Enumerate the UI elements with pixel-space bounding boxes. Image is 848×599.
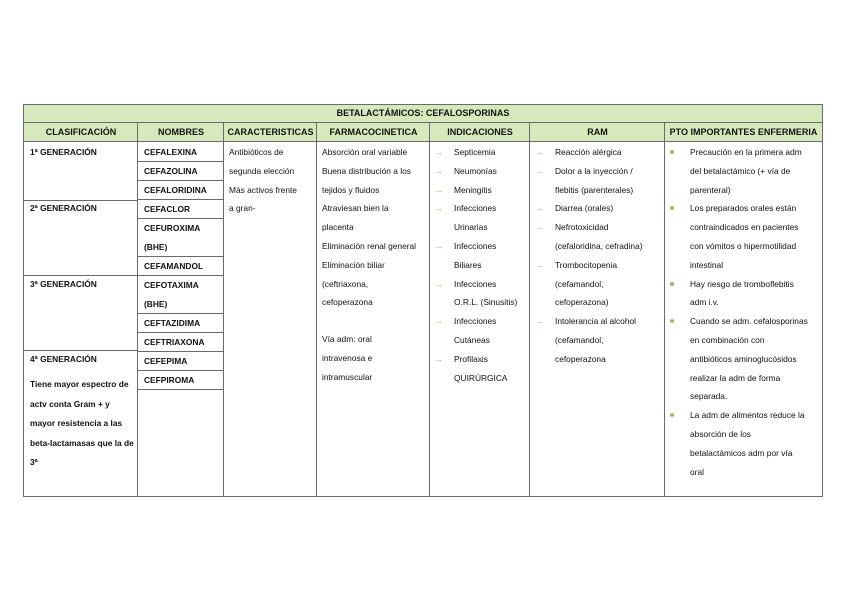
pto-item-text: La adm de alimentos reduce la bbox=[690, 410, 805, 421]
drug-name: (BHE) bbox=[144, 299, 168, 309]
arrow-bullet-icon: → bbox=[434, 165, 443, 176]
row-divider bbox=[24, 350, 137, 351]
column-caracteristicas bbox=[229, 143, 315, 496]
row-divider bbox=[138, 351, 223, 352]
ram-item bbox=[535, 275, 663, 294]
arrow-bullet-icon: → bbox=[434, 184, 443, 195]
pto-item bbox=[670, 463, 820, 482]
generation-4: 4ª GENERACIÓN bbox=[30, 354, 97, 364]
ram-item bbox=[535, 237, 663, 256]
header-indicaciones: INDICACIONES bbox=[447, 127, 513, 137]
generation-2: 2ª GENERACIÓN bbox=[30, 203, 97, 213]
header-nombres: NOMBRES bbox=[157, 127, 204, 137]
row-divider bbox=[138, 218, 223, 219]
farmaco-line: intravenosa e bbox=[322, 352, 373, 363]
generation-3: 3ª GENERACIÓN bbox=[30, 279, 97, 289]
indicacion-item-text: Cutáneas bbox=[454, 334, 490, 345]
pto-item-text: intestinal bbox=[690, 259, 724, 270]
pto-item-text: Hay riesgo de tromboflebitis bbox=[690, 278, 794, 289]
indicacion-item bbox=[434, 350, 528, 369]
generation-4-note: Tiene mayor espectro de actv conta Gram + y mayor resistencia a las beta-lactamasas que la de 3ª bbox=[30, 379, 134, 467]
row-divider bbox=[138, 313, 223, 314]
ram-item-text: Trombocitopenia bbox=[555, 259, 618, 270]
caracteristica-line: segunda elección bbox=[229, 165, 295, 176]
ram-item bbox=[535, 312, 663, 331]
row-divider bbox=[138, 256, 223, 257]
indicacion-item-text: Urinarias bbox=[454, 222, 488, 233]
cefalosporinas-table bbox=[23, 104, 823, 497]
header-row bbox=[24, 123, 822, 142]
indicacion-item-text: Profilaxis bbox=[454, 353, 488, 364]
row-divider bbox=[138, 199, 223, 200]
header-clasificacion: CLASIFICACIÓN bbox=[45, 127, 117, 137]
ram-item-text: (cefaloridina, cefradina) bbox=[555, 240, 643, 251]
ram-item bbox=[535, 293, 663, 312]
ram-item-text: cefoperazona bbox=[555, 353, 606, 364]
pto-item bbox=[670, 256, 820, 275]
column-divider bbox=[223, 123, 224, 496]
pto-item bbox=[670, 425, 820, 444]
pto-item-text: betalactámicos adm por vía bbox=[690, 447, 793, 458]
pto-item bbox=[670, 199, 820, 218]
pto-item-text: contraindicados en pacientes bbox=[690, 222, 799, 233]
indicacion-item-text: Septicemia bbox=[454, 147, 496, 157]
pto-item bbox=[670, 369, 820, 388]
arrow-bullet-icon: → bbox=[535, 165, 544, 176]
ram-item bbox=[535, 143, 663, 162]
caracteristica-line: Antibióticos de bbox=[229, 147, 284, 157]
drug-name: CEFALORIDINA bbox=[144, 185, 207, 195]
row-divider bbox=[24, 275, 137, 276]
pto-item-text: con vómitos o hipermotilidad bbox=[690, 240, 797, 251]
column-divider bbox=[529, 123, 530, 496]
indicacion-item bbox=[434, 312, 528, 331]
arrow-bullet-icon: → bbox=[535, 147, 544, 157]
indicacion-item bbox=[434, 275, 528, 294]
column-nombres bbox=[138, 143, 223, 496]
column-clasificacion bbox=[24, 143, 137, 496]
ram-item-text: flebitis (parenterales) bbox=[555, 184, 634, 195]
row-divider bbox=[24, 200, 137, 201]
ram-item-text: Diarrea (orales) bbox=[555, 203, 614, 214]
indicacion-item bbox=[434, 331, 528, 350]
farmaco-line: Eliminación biliar bbox=[322, 259, 385, 270]
ram-item bbox=[535, 199, 663, 218]
drug-name: CEFAMANDOL bbox=[144, 261, 204, 271]
indicacion-item bbox=[434, 369, 528, 388]
ram-item-text: (cefamandol, bbox=[555, 278, 604, 289]
drug-name: CEFAZOLINA bbox=[144, 166, 198, 176]
pto-item-text: antibióticos aminoglucósidos bbox=[690, 353, 797, 364]
drug-name: CEFPIROMA bbox=[144, 375, 195, 385]
farmaco-line: Absorción oral variable bbox=[322, 147, 408, 157]
ram-item bbox=[535, 256, 663, 275]
farmaco-line: (ceftriaxona, bbox=[322, 278, 369, 289]
arrow-bullet-icon: → bbox=[434, 203, 443, 214]
ram-item-text: cefoperazona) bbox=[555, 297, 609, 308]
pto-list bbox=[670, 143, 820, 481]
ram-item bbox=[535, 350, 663, 369]
ram-item-text: Intolerancia al alcohol bbox=[555, 316, 637, 327]
pto-item-text: parenteral) bbox=[690, 184, 731, 195]
header-ram: RAM bbox=[587, 127, 608, 137]
drug-name: CEFTRIAXONA bbox=[144, 337, 205, 347]
header-pto: PTO IMPORTANTES ENFERMERIA bbox=[669, 127, 818, 137]
farmaco-line: Vía adm: oral bbox=[322, 334, 372, 345]
header-farmacocinetica: FARMACOCINETICA bbox=[329, 127, 418, 137]
pto-item bbox=[670, 237, 820, 256]
indicacion-item-text: Infecciones bbox=[454, 316, 497, 327]
row-divider bbox=[138, 180, 223, 181]
farmaco-line: Atraviesan bien la bbox=[322, 203, 389, 214]
ram-item-text: Nefrotoxicidad bbox=[555, 222, 609, 233]
dot-bullet-icon bbox=[670, 319, 674, 323]
farmaco-line: tejidos y fluidos bbox=[322, 184, 380, 195]
pto-item-text: Los preparados orales están bbox=[690, 203, 797, 214]
dot-bullet-icon bbox=[670, 206, 674, 210]
pto-item bbox=[670, 406, 820, 425]
drug-name: CEFEPIMA bbox=[144, 356, 188, 366]
farmaco-line: cefoperazona bbox=[322, 297, 373, 308]
drug-name: CEFTAZIDIMA bbox=[144, 318, 201, 328]
column-ram bbox=[535, 143, 663, 496]
pto-item bbox=[670, 181, 820, 200]
pto-item bbox=[670, 331, 820, 350]
column-farmacocinetica bbox=[322, 143, 428, 496]
indicacion-item-text: O.R.L. (Sinusitis) bbox=[454, 297, 518, 308]
arrow-bullet-icon: → bbox=[434, 278, 443, 289]
header-caracteristicas: CARACTERISTICAS bbox=[227, 127, 314, 137]
dot-bullet-icon bbox=[670, 413, 674, 417]
pto-item-text: realizar la adm de forma bbox=[690, 372, 781, 383]
farmaco-line: intramuscular bbox=[322, 371, 373, 382]
indicacion-item bbox=[434, 143, 528, 162]
pto-item bbox=[670, 143, 820, 162]
indicacion-item-text: Infecciones bbox=[454, 203, 497, 214]
drug-name: CEFOTAXIMA bbox=[144, 280, 199, 290]
indicacion-item-text: Infecciones bbox=[454, 240, 497, 251]
column-pto bbox=[670, 143, 820, 496]
pto-item-text: del betalactámico (+ vía de bbox=[690, 165, 791, 176]
farmaco-line: placenta bbox=[322, 222, 354, 233]
pto-item-text: separada. bbox=[690, 391, 728, 402]
pto-item-text: absorción de los bbox=[690, 428, 751, 439]
pto-item bbox=[670, 275, 820, 294]
pto-item bbox=[670, 387, 820, 406]
indicacion-item-text: Biliares bbox=[454, 259, 482, 270]
drug-name: (BHE) bbox=[144, 242, 168, 252]
column-divider bbox=[664, 123, 665, 496]
indicacion-item bbox=[434, 256, 528, 275]
column-divider bbox=[316, 123, 317, 496]
indicacion-item bbox=[434, 237, 528, 256]
ram-item bbox=[535, 218, 663, 237]
ram-item bbox=[535, 331, 663, 350]
indicacion-item bbox=[434, 162, 528, 181]
row-divider bbox=[138, 389, 223, 390]
arrow-bullet-icon: → bbox=[434, 240, 443, 251]
indicacion-item-text: QUIRÚRGICA bbox=[454, 372, 508, 383]
arrow-bullet-icon: → bbox=[434, 353, 443, 364]
farmaco-line: Buena distribución a los bbox=[322, 165, 411, 176]
pto-item bbox=[670, 312, 820, 331]
indicacion-item-text: Infecciones bbox=[454, 278, 497, 289]
ram-item bbox=[535, 181, 663, 200]
arrow-bullet-icon: → bbox=[535, 222, 544, 233]
column-divider bbox=[429, 123, 430, 496]
pto-item-text: en combinación con bbox=[690, 334, 765, 345]
indicacion-item-text: Meningitis bbox=[454, 184, 492, 195]
arrow-bullet-icon: → bbox=[535, 316, 544, 327]
dot-bullet-icon bbox=[670, 282, 674, 286]
ram-item bbox=[535, 162, 663, 181]
pto-item-text: Cuando se adm. cefalosporinas bbox=[690, 316, 808, 327]
column-indicaciones bbox=[434, 143, 528, 496]
indicaciones-list bbox=[434, 143, 528, 387]
pto-item bbox=[670, 218, 820, 237]
arrow-bullet-icon: → bbox=[535, 259, 544, 270]
row-divider bbox=[138, 332, 223, 333]
indicacion-item-text: Neumonías bbox=[454, 165, 497, 176]
indicacion-item bbox=[434, 199, 528, 218]
ram-list bbox=[535, 143, 663, 369]
pto-item bbox=[670, 444, 820, 463]
dot-bullet-icon bbox=[670, 150, 674, 154]
arrow-bullet-icon: → bbox=[434, 147, 443, 157]
pto-item bbox=[670, 162, 820, 181]
ram-item-text: Reacción alérgica bbox=[555, 147, 622, 157]
farmaco-line: Eliminación renal general bbox=[322, 240, 417, 251]
generation-1: 1ª GENERACIÓN bbox=[30, 147, 97, 157]
row-divider bbox=[138, 370, 223, 371]
arrow-bullet-icon: → bbox=[535, 203, 544, 214]
ram-item-text: (cefamandol, bbox=[555, 334, 604, 345]
indicacion-item bbox=[434, 181, 528, 200]
indicacion-item bbox=[434, 218, 528, 237]
indicacion-item bbox=[434, 293, 528, 312]
caracteristica-line: a gran- bbox=[229, 203, 256, 214]
pto-item bbox=[670, 350, 820, 369]
pto-item bbox=[670, 293, 820, 312]
row-divider bbox=[138, 161, 223, 162]
drug-name: CEFUROXIMA bbox=[144, 223, 201, 233]
row-divider bbox=[138, 275, 223, 276]
ram-item-text: Dolor a la inyección / bbox=[555, 165, 633, 176]
drug-name: CEFACLOR bbox=[144, 204, 191, 214]
arrow-bullet-icon: → bbox=[434, 316, 443, 327]
caracteristica-line: Más activos frente bbox=[229, 184, 297, 195]
pto-item-text: adm i.v. bbox=[690, 297, 719, 308]
pto-item-text: oral bbox=[690, 466, 704, 477]
drug-name: CEFALEXINA bbox=[144, 147, 198, 157]
pto-item-text: Precaución en la primera adm bbox=[690, 147, 802, 157]
table-title: BETALACTÁMICOS: CEFALOSPORINAS bbox=[24, 105, 822, 123]
